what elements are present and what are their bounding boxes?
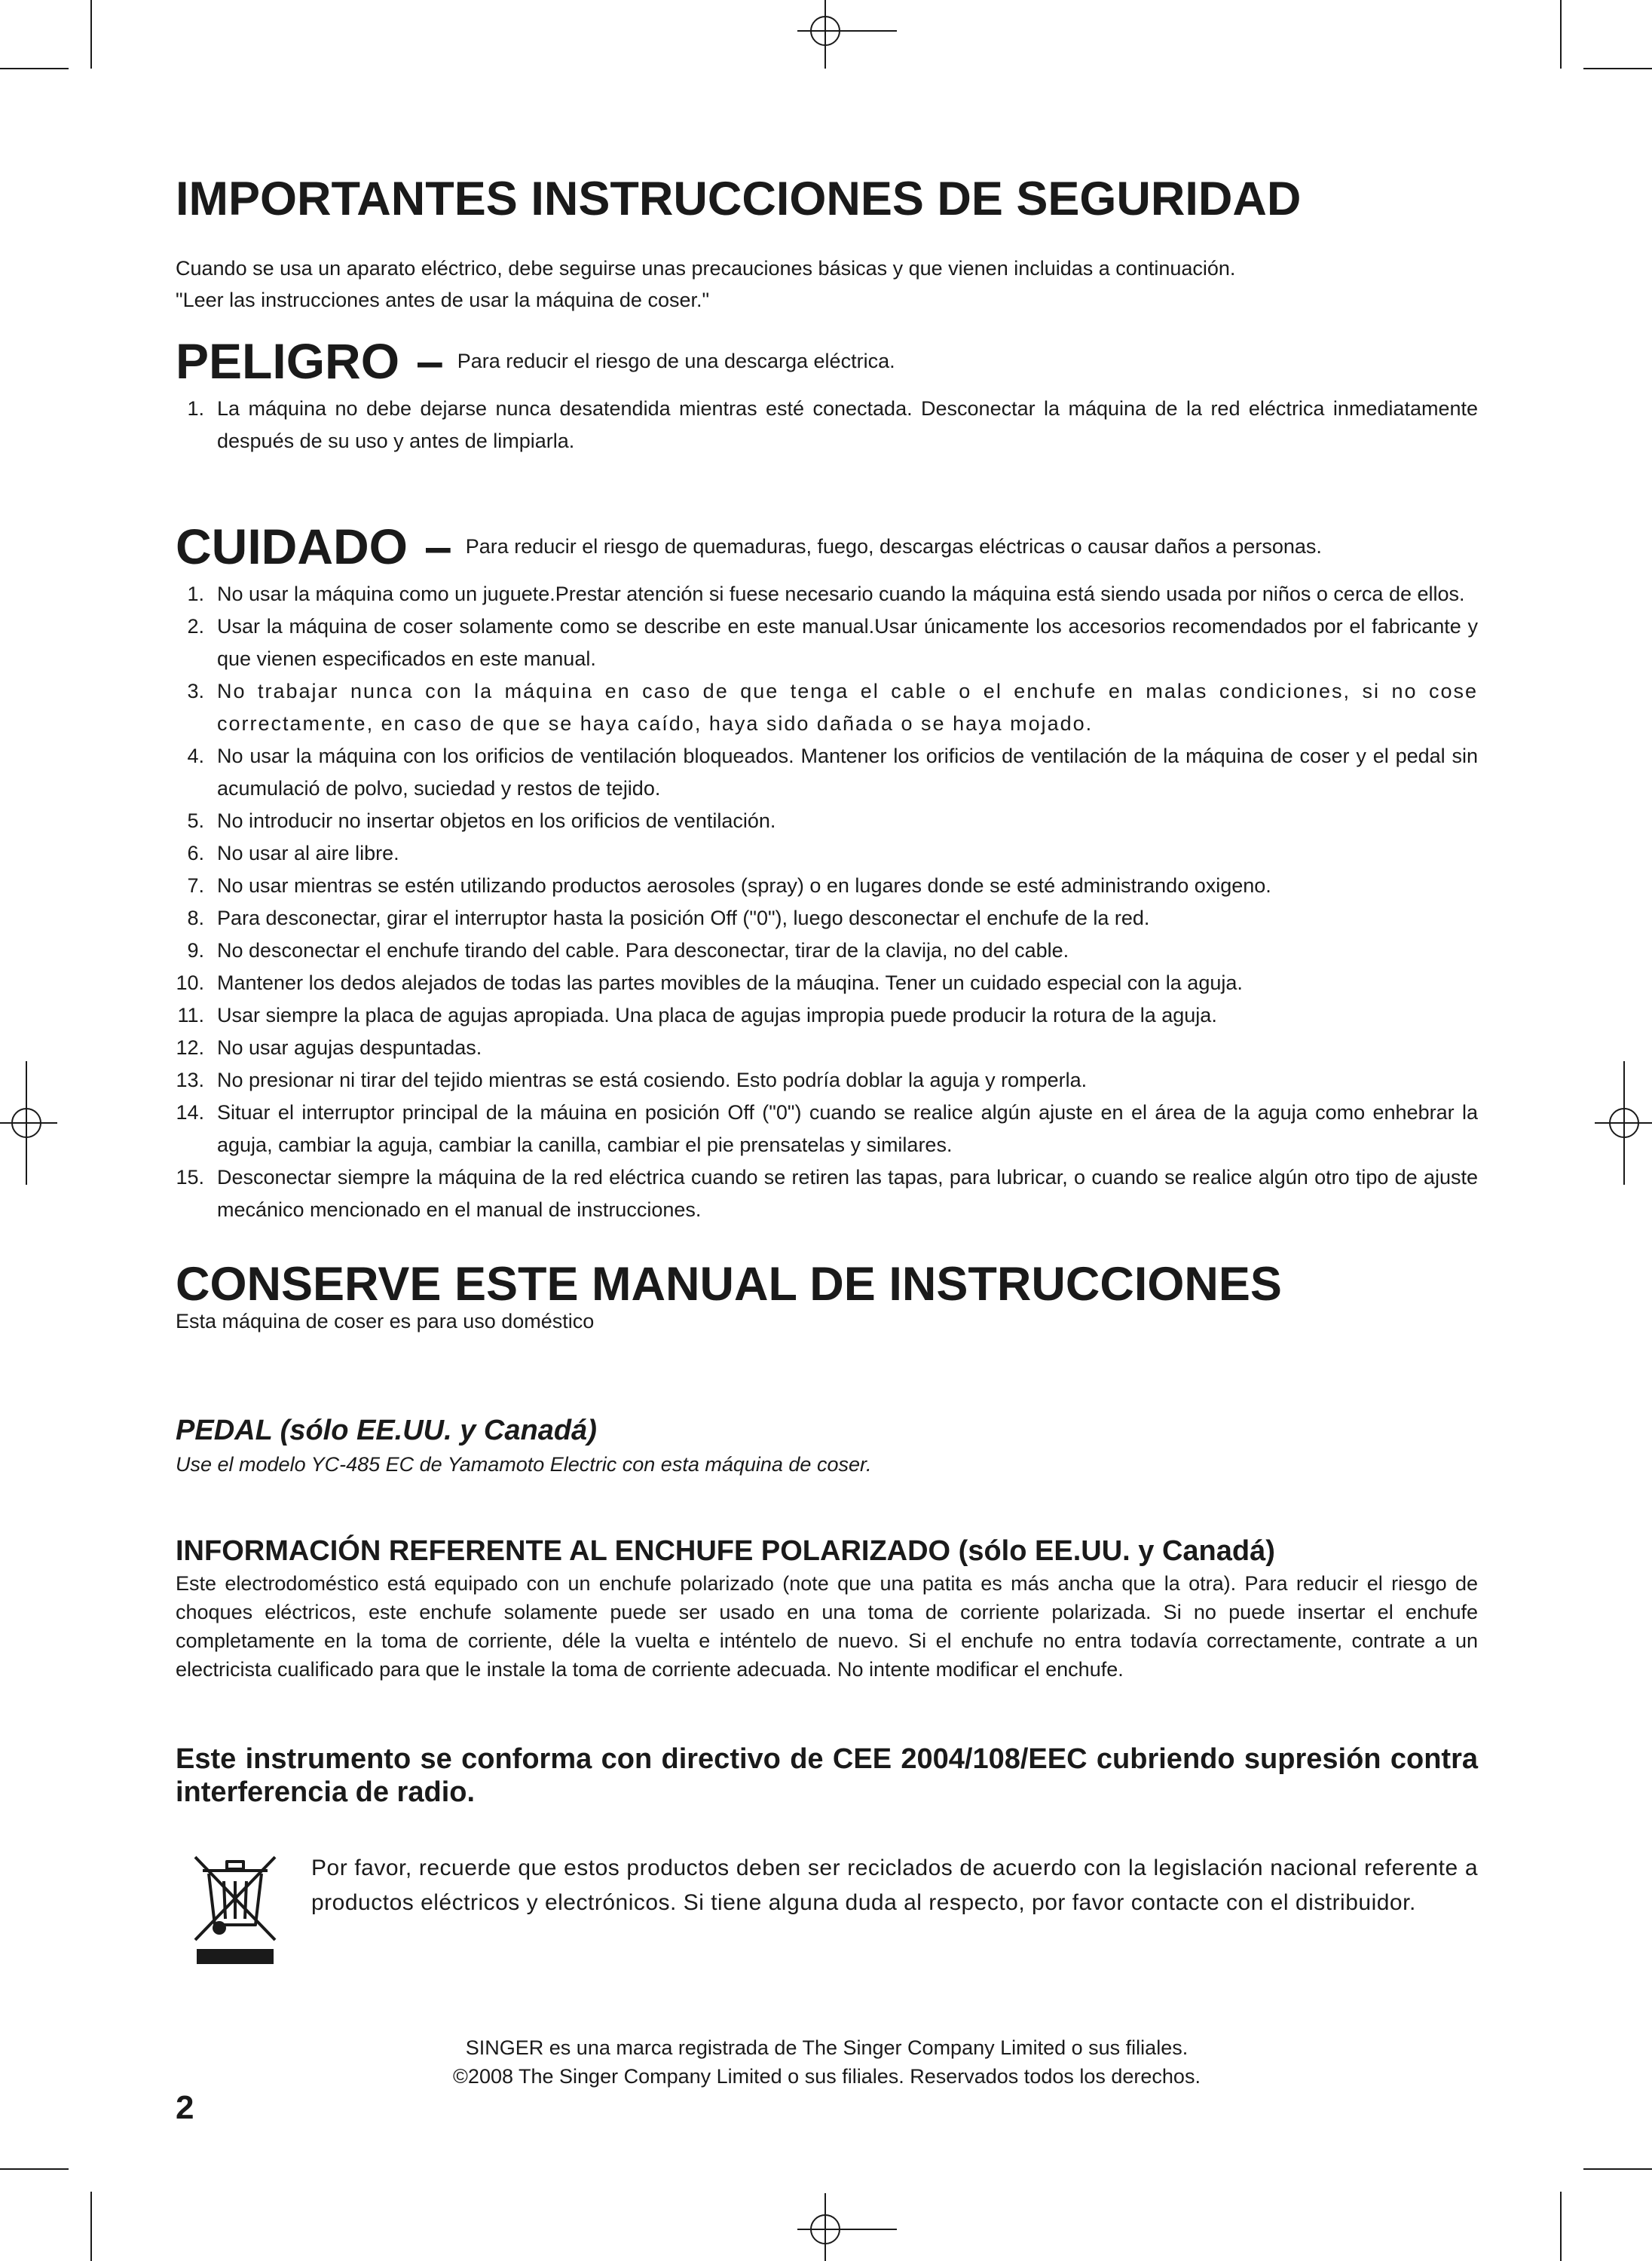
item-text: No usar la máquina como un juguete.Prestar atención si fuese necesario cuando la máquina está siendo usada por niños o cerca de ellos. <box>217 583 1465 606</box>
list-item <box>176 1097 1478 1161</box>
item-number: 10. <box>176 971 204 995</box>
list-item <box>176 740 1478 805</box>
item-number: 9. <box>187 939 204 962</box>
item-number: 2. <box>187 615 204 638</box>
list-item <box>176 578 1478 610</box>
manual-page <box>176 173 1478 1972</box>
item-text: No desconectar el enchufe tirando del cable. Para desconectar, tirar de la clavija, no del cable. <box>217 939 1069 962</box>
item-number: 14. <box>176 1101 204 1124</box>
item-text: No usar al aire libre. <box>217 842 399 865</box>
list-item <box>176 393 1478 457</box>
crossed-out-wheeled-bin-icon <box>189 1851 281 1972</box>
item-text: No usar la máquina con los orificios de ventilación bloqueados. Mantener los orificios de ventilación de la máquina de coser y el pedal sin acumulació de polvo, suciedad y restos de tejido. <box>217 745 1478 800</box>
item-number: 8. <box>187 907 204 930</box>
item-text: Desconectar siempre la máquina de la red eléctrica cuando se retiren las tapas, para lubricar, o cuando se realice algún otro tipo de ajuste mecánico mencionado en el manual de instrucciones. <box>217 1166 1478 1222</box>
list-item <box>176 837 1478 870</box>
list-item <box>176 870 1478 902</box>
list-item <box>176 999 1478 1032</box>
item-number: 5. <box>187 809 204 833</box>
intro-text <box>176 252 1478 316</box>
item-text: La máquina no debe dejarse nunca desatendida mientras esté conectada. Desconectar la máquina de la red eléctrica inmediatamente después de su uso y antes de limpiarla. <box>217 397 1478 453</box>
pedal-title: PEDAL (sólo EE.UU. y Canadá) <box>176 1415 597 1447</box>
conserve-title: CONSERVE ESTE MANUAL DE INSTRUCCIONES <box>176 1258 1282 1311</box>
item-text: No usar mientras se estén utilizando productos aerosoles (spray) o en lugares donde se esté administrando oxigeno. <box>217 874 1271 898</box>
cuidado-list <box>176 578 1478 1226</box>
cuidado-word: CUIDADO <box>176 519 408 575</box>
item-number: 15. <box>176 1166 204 1189</box>
intro-line: Cuando se usa un aparato eléctrico, debe seguirse unas precauciones básicas y que vienen incluidas a continuación. <box>176 257 1236 280</box>
item-text: Mantener los dedos alejados de todas las partes movibles de la máuqina. Tener un cuidado especial con la aguja. <box>217 971 1243 995</box>
item-number: 11. <box>177 1004 204 1027</box>
item-number: 4. <box>187 745 204 768</box>
cee-directive-text: Este instrumento se conforma con directivo de CEE 2004/108/EEC cubriendo supresión contra interferencia de radio. <box>176 1743 1478 1809</box>
item-text: Usar la máquina de coser solamente como se describe en este manual.Usar únicamente los accesorios recomendados por el fabricante y que vienen especificados en este manual. <box>217 615 1478 671</box>
peligro-heading <box>176 332 1478 390</box>
list-item <box>176 1032 1478 1064</box>
intro-line: "Leer las instrucciones antes de usar la máquina de coser." <box>176 289 710 312</box>
page-number: 2 <box>176 2089 194 2126</box>
recycling-notice <box>176 1851 1478 1972</box>
item-number: 7. <box>187 874 204 898</box>
heading-dash: – <box>416 333 444 390</box>
list-item <box>176 935 1478 967</box>
item-number: 6. <box>187 842 204 865</box>
list-item <box>176 675 1478 740</box>
copyright-footer <box>176 2033 1478 2091</box>
list-item <box>176 805 1478 837</box>
item-text: Para desconectar, girar el interruptor hasta la posición Off ("0"), luego desconectar el enchufe de la red. <box>217 907 1150 930</box>
item-text: Situar el interruptor principal de la máuina en posición Off ("0") cuando se realice algún ajuste en el área de la aguja como enhebrar la aguja, cambiar la aguja, cambiar la canilla, cambiar el pie prensatelas y similares. <box>217 1101 1478 1157</box>
cuidado-heading <box>176 518 1478 575</box>
recycling-text: Por favor, recuerde que estos productos deben ser reciclados de acuerdo con la legislación nacional referente a productos eléctricos y electrónicos. Si tiene alguna duda al respecto, por favor contacte con el distribuidor. <box>311 1856 1478 1916</box>
copyright-line: ©2008 The Singer Company Limited o sus filiales. Reservados todos los derechos. <box>453 2065 1201 2088</box>
item-text: No trabajar nunca con la máquina en caso de que tenga el cable o el enchufe en malas condiciones, si no cose correctamente, en caso de que se haya caído, haya sido dañada o se haya mojado. <box>217 680 1478 736</box>
item-text: No introducir no insertar objetos en los orificios de ventilación. <box>217 809 776 833</box>
pedal-text: Use el modelo YC-485 EC de Yamamoto Electric con esta máquina de coser. <box>176 1453 872 1476</box>
list-item <box>176 1064 1478 1097</box>
item-text: No usar agujas despuntadas. <box>217 1036 482 1060</box>
peligro-list <box>176 393 1478 457</box>
item-text: Usar siempre la placa de agujas apropiada. Una placa de agujas impropia puede producir la rotura de la aguja. <box>217 1004 1217 1027</box>
list-item <box>176 967 1478 999</box>
trademark-line: SINGER es una marca registrada de The Singer Company Limited o sus filiales. <box>465 2036 1189 2059</box>
conserve-subtitle: Esta máquina de coser es para uso doméstico <box>176 1310 595 1333</box>
heading-dash: – <box>424 519 452 575</box>
item-number: 12. <box>176 1036 204 1060</box>
list-item <box>176 610 1478 675</box>
peligro-word: PELIGRO <box>176 333 400 390</box>
cuidado-subtitle: Para reducir el riesgo de quemaduras, fuego, descargas eléctricas o causar daños a personas. <box>465 535 1322 558</box>
list-item <box>176 902 1478 935</box>
peligro-subtitle: Para reducir el riesgo de una descarga eléctrica. <box>457 350 895 373</box>
item-number: 3. <box>187 680 204 703</box>
page-title: IMPORTANTES INSTRUCCIONES DE SEGURIDAD <box>176 173 1302 225</box>
item-text: No presionar ni tirar del tejido mientras se está cosiendo. Esto podría doblar la aguja y romperla. <box>217 1069 1088 1092</box>
polarized-plug-title: INFORMACIÓN REFERENTE AL ENCHUFE POLARIZADO (sólo EE.UU. y Canadá) <box>176 1535 1275 1568</box>
item-number: 1. <box>187 397 204 421</box>
item-number: 1. <box>187 583 204 606</box>
list-item <box>176 1161 1478 1226</box>
polarized-plug-text: Este electrodoméstico está equipado con un enchufe polarizado (note que una patita es más ancha que la otra). Para reducir el riesgo de choques eléctricos, este enchufe solamente puede ser usado en una toma de corriente polarizada. Si no puede insertar el enchufe completamente en la toma de corriente, déle la vuelta e inténtelo de nuevo. Si el enchufe no entra todavía correctamente, contrate a un electricista cualificado para que le instale la toma de corriente adecuada. No intente modificar el enchufe. <box>176 1572 1478 1681</box>
item-number: 13. <box>176 1069 204 1092</box>
